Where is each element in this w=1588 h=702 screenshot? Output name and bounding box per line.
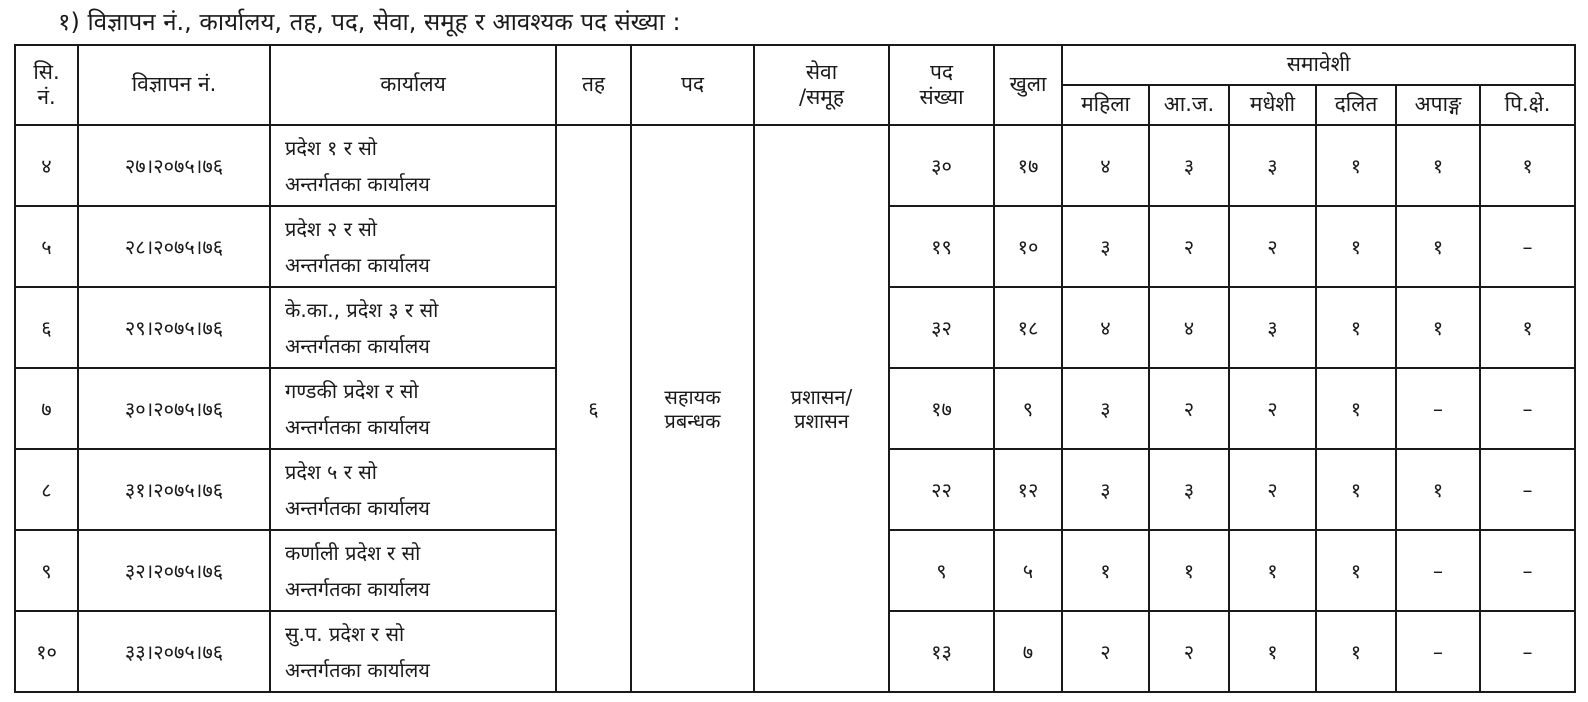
cell-disabled: १ xyxy=(1396,125,1480,206)
header-service xyxy=(754,45,889,125)
cell-sn: १० xyxy=(15,611,78,692)
cell-open: १७ xyxy=(994,125,1062,206)
cell-women: ३ xyxy=(1062,368,1149,449)
cell-office-line2: अन्तर्गतका कार्यालय xyxy=(285,333,430,358)
cell-office-line2: अन्तर्गतका कार्यालय xyxy=(285,576,430,601)
cell-post-count: २२ xyxy=(889,449,994,530)
cell-office xyxy=(270,611,556,692)
cell-disabled: – xyxy=(1396,530,1480,611)
cell-disabled: – xyxy=(1396,611,1480,692)
header-office: कार्यालय xyxy=(270,45,556,125)
header-row-1 xyxy=(15,45,1575,85)
cell-open: १८ xyxy=(994,287,1062,368)
cell-post-merged xyxy=(631,125,754,692)
cell-women: ३ xyxy=(1062,449,1149,530)
header-post: पद xyxy=(631,45,754,125)
cell-indigenous: २ xyxy=(1149,611,1229,692)
cell-dalit: १ xyxy=(1316,125,1396,206)
cell-post-count: ३० xyxy=(889,125,994,206)
header-service-line2: /समूह xyxy=(799,85,844,109)
document-title: १) विज्ञापन नं., कार्यालय, तह, पद, सेवा, समूह र आवश्यक पद संख्या : xyxy=(58,8,681,36)
header-post-count xyxy=(889,45,994,125)
header-sn-line1: सि. xyxy=(33,59,60,84)
cell-disabled: १ xyxy=(1396,206,1480,287)
cell-office-line1: सु.प. प्रदेश र सो xyxy=(285,621,405,646)
cell-level-merged: ६ xyxy=(556,125,631,692)
cell-office-line2: अन्तर्गतका कार्यालय xyxy=(285,414,430,439)
cell-disabled: १ xyxy=(1396,449,1480,530)
header-madhesi: मधेशी xyxy=(1229,85,1316,125)
header-backward-region: पि.क्षे. xyxy=(1480,85,1575,125)
cell-backward-region: – xyxy=(1480,611,1575,692)
cell-service-merged xyxy=(754,125,889,692)
header-sn xyxy=(15,45,78,125)
cell-office-line1: कर्णाली प्रदेश र सो xyxy=(285,540,421,565)
header-open: खुला xyxy=(994,45,1062,125)
cell-indigenous: ३ xyxy=(1149,125,1229,206)
cell-madhesi: २ xyxy=(1229,368,1316,449)
cell-women: ३ xyxy=(1062,206,1149,287)
header-post-count-line1: पद xyxy=(929,59,954,84)
cell-post-line1: सहायक xyxy=(664,384,721,409)
cell-office-line1: के.का., प्रदेश ३ र सो xyxy=(285,297,439,322)
cell-backward-region: १ xyxy=(1480,287,1575,368)
cell-backward-region: – xyxy=(1480,449,1575,530)
cell-adv-no: २८।२०७५।७६ xyxy=(78,206,270,287)
cell-backward-region: १ xyxy=(1480,125,1575,206)
cell-sn: ८ xyxy=(15,449,78,530)
cell-office xyxy=(270,287,556,368)
cell-disabled: – xyxy=(1396,368,1480,449)
header-service-line1: सेवा xyxy=(805,59,838,84)
cell-women: ४ xyxy=(1062,125,1149,206)
cell-post-count: ३२ xyxy=(889,287,994,368)
header-post-count-line2: संख्या xyxy=(919,85,964,109)
cell-office-line2: अन्तर्गतका कार्यालय xyxy=(285,252,430,277)
cell-office-line1: गण्डकी प्रदेश र सो xyxy=(285,378,419,403)
cell-post-line2: प्रबन्धक xyxy=(664,408,721,433)
cell-office xyxy=(270,206,556,287)
cell-backward-region: – xyxy=(1480,206,1575,287)
cell-indigenous: ४ xyxy=(1149,287,1229,368)
cell-office-line1: प्रदेश १ र सो xyxy=(285,135,377,160)
cell-backward-region: – xyxy=(1480,368,1575,449)
cell-office-line1: प्रदेश ५ र सो xyxy=(285,459,377,484)
cell-madhesi: २ xyxy=(1229,449,1316,530)
header-sn-line2: नं. xyxy=(37,85,56,109)
cell-sn: ५ xyxy=(15,206,78,287)
cell-madhesi: ३ xyxy=(1229,287,1316,368)
cell-women: १ xyxy=(1062,530,1149,611)
cell-madhesi: १ xyxy=(1229,530,1316,611)
header-level: तह xyxy=(556,45,631,125)
cell-dalit: १ xyxy=(1316,368,1396,449)
cell-sn: ९ xyxy=(15,530,78,611)
cell-adv-no: ३१।२०७५।७६ xyxy=(78,449,270,530)
cell-office-line2: अन्तर्गतका कार्यालय xyxy=(285,657,430,682)
cell-adv-no: ३०।२०७५।७६ xyxy=(78,368,270,449)
cell-sn: ६ xyxy=(15,287,78,368)
cell-backward-region: – xyxy=(1480,530,1575,611)
header-inclusive: समावेशी xyxy=(1062,45,1575,85)
cell-adv-no: ३२।२०७५।७६ xyxy=(78,530,270,611)
header-adv-no: विज्ञापन नं. xyxy=(78,45,270,125)
cell-dalit: १ xyxy=(1316,530,1396,611)
cell-dalit: १ xyxy=(1316,611,1396,692)
cell-open: १२ xyxy=(994,449,1062,530)
cell-sn: ४ xyxy=(15,125,78,206)
cell-madhesi: ३ xyxy=(1229,125,1316,206)
cell-post-count: १३ xyxy=(889,611,994,692)
cell-office-line2: अन्तर्गतका कार्यालय xyxy=(285,495,430,520)
cell-madhesi: २ xyxy=(1229,206,1316,287)
cell-dalit: १ xyxy=(1316,449,1396,530)
cell-service-line1: प्रशासन/ xyxy=(790,384,853,409)
cell-office xyxy=(270,530,556,611)
cell-office xyxy=(270,125,556,206)
cell-sn: ७ xyxy=(15,368,78,449)
cell-dalit: १ xyxy=(1316,287,1396,368)
cell-indigenous: १ xyxy=(1149,530,1229,611)
cell-open: ९ xyxy=(994,368,1062,449)
cell-post-count: १७ xyxy=(889,368,994,449)
cell-office xyxy=(270,449,556,530)
header-women: महिला xyxy=(1062,85,1149,125)
cell-dalit: १ xyxy=(1316,206,1396,287)
cell-disabled: १ xyxy=(1396,287,1480,368)
cell-open: ७ xyxy=(994,611,1062,692)
header-dalit: दलित xyxy=(1316,85,1396,125)
vacancy-table xyxy=(14,44,1576,693)
cell-post-count: ९ xyxy=(889,530,994,611)
cell-post-count: १९ xyxy=(889,206,994,287)
cell-adv-no: २९।२०७५।७६ xyxy=(78,287,270,368)
cell-open: १० xyxy=(994,206,1062,287)
cell-office-line2: अन्तर्गतका कार्यालय xyxy=(285,171,430,196)
cell-office-line1: प्रदेश २ र सो xyxy=(285,216,377,241)
cell-indigenous: २ xyxy=(1149,368,1229,449)
cell-office xyxy=(270,368,556,449)
cell-indigenous: ३ xyxy=(1149,449,1229,530)
header-indigenous: आ.ज. xyxy=(1149,85,1229,125)
table-row xyxy=(15,125,1575,206)
header-disabled: अपाङ्ग xyxy=(1396,85,1480,125)
cell-women: २ xyxy=(1062,611,1149,692)
cell-adv-no: ३३।२०७५।७६ xyxy=(78,611,270,692)
cell-indigenous: २ xyxy=(1149,206,1229,287)
cell-adv-no: २७।२०७५।७६ xyxy=(78,125,270,206)
cell-open: ५ xyxy=(994,530,1062,611)
cell-madhesi: १ xyxy=(1229,611,1316,692)
cell-service-line2: प्रशासन xyxy=(794,408,849,433)
cell-women: ४ xyxy=(1062,287,1149,368)
